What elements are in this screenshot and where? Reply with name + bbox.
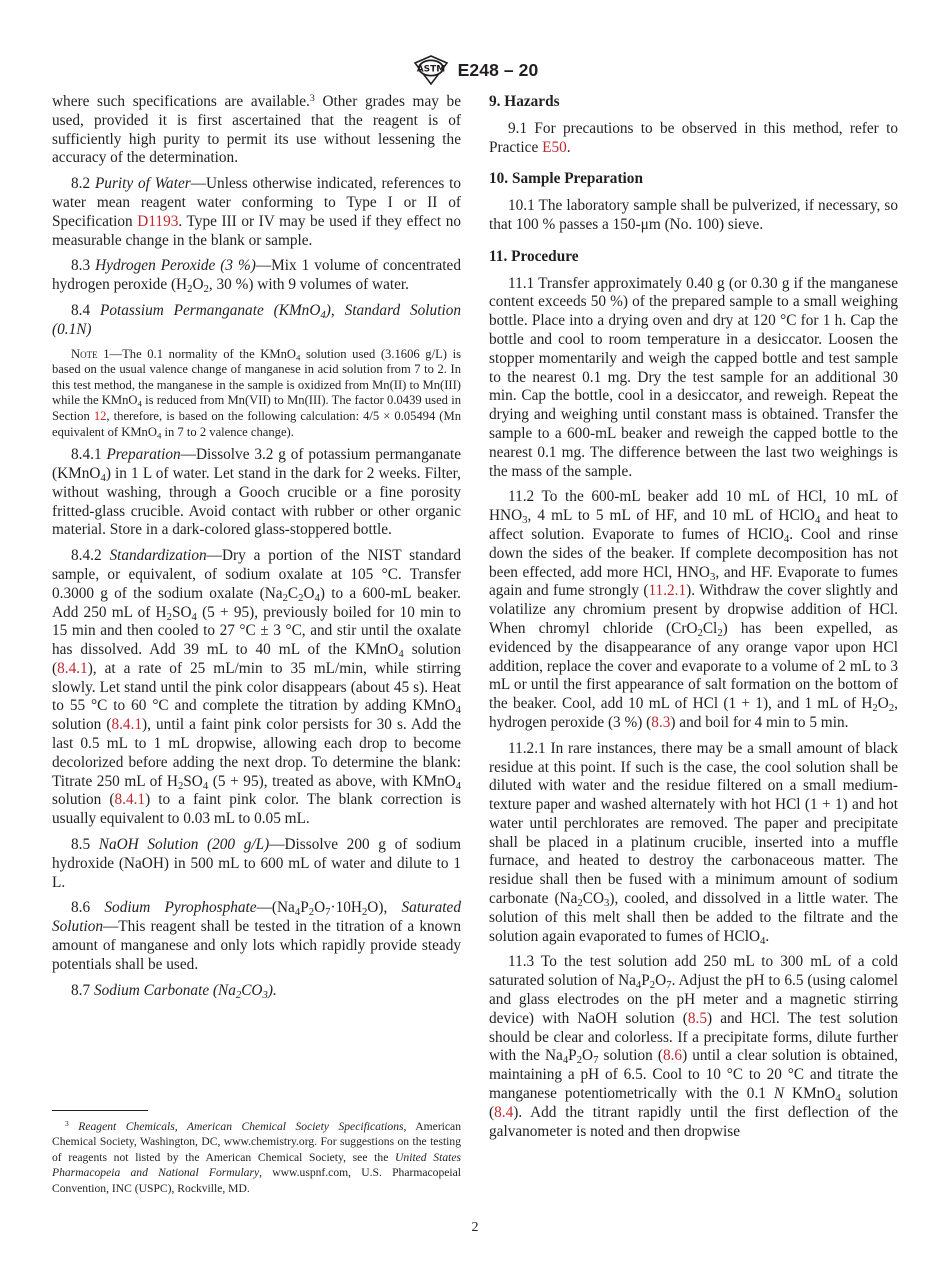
paragraph-8-3: 8.3 Hydrogen Peroxide (3 %)—Mix 1 volume of concentrated hydrogen peroxide ($H_2O_2$, 30 %) with 9 volumes of water.	[52, 257, 461, 296]
paragraph-11-2: 11.2 To the 600-mL beaker add 10 mL of HCl, 10 mL of $HNO_3$, 4 mL to 5 mL of HF, and 10 mL of HClO$_4$ and heat to affect solution. Evaporate to fumes of HClO$_4$. Cool and rinse down the sides of the beaker. If complete decomposition has not been effected, add more HCl, $HNO_3$, and HF. Evaporate to fumes again and fume strongly (11.2.1). Withdraw the cover slightly and volatilize any chromium present by dropwise addition of HCl. When chromyl chloride $(CrO_2Cl_2)$ has been expelled, as evidenced by the disappearance of any orange vapor upon HCl addition, replace the cover and evaporate to a volume of 2 mL to 3 mL or until the first appearance of salt formation on the bottom of the beaker. Cool, add 10 mL of HCl (1 + 1), and 1 mL of $H_2O_2$, hydrogen peroxide (3 %) (8.3) and boil for 4 min to 5 min.	[489, 488, 898, 731]
paragraph-11-1: 11.1 Transfer approximately 0.40 g (or 0.30 g if the manganese content exceeds 50 %) of the prepared sample to a small weighing bottle. Place into a drying oven and dry at 120 °C for 1 h. Cap the bottle and cool to room temperature in a desiccator. Loosen the stopper momentarily and weigh the capped bottle and test sample to the nearest 0.1 mg. Dry the test sample for an additional 30 min. Cap the bottle, cool in a desiccator, and reweigh. Repeat the drying and weighing until constant mass is obtained. Transfer the sample to a 600-mL beaker and reweigh the capped bottle to the nearest 0.1 mg. The difference between the last two weighings is the mass of the sample.	[489, 274, 898, 480]
standard-designation: E248 – 20	[457, 59, 539, 80]
paragraph-8-5: 8.5 NaOH Solution (200 g/L)—Dissolve 200 g of sodium hydroxide (NaOH) in 500 mL to 600 mL of water and dilute to 1 L.	[52, 836, 462, 891]
paragraph-8-1-continued: where such specifications are available.$^3$ Other grades may be used, provided it is first ascertained that the reagent is of sufficiently high purity to permit its use without lessening the accuracy of the determination.	[52, 93, 461, 167]
link-8-5[interactable]: 8.5	[687, 1009, 708, 1027]
link-8-6[interactable]: 8.6	[662, 1047, 683, 1065]
page-header	[0, 58, 950, 82]
link-d1193[interactable]: D1193	[137, 212, 179, 230]
link-8-4[interactable]: 8.4	[494, 1103, 514, 1121]
link-section-12[interactable]: 12	[93, 408, 107, 423]
footnote-3: $^3$ Reagent Chemicals, American Chemical Society Specifications, American Chemical Society, Washington, DC, www.chemistry.org. For suggestions on the testing of reagents not listed by the American Chemical Society, see the United States Pharmacopeia and National Formulary, www.uspnf.com, U.S. Pharmacopeial Convention, INC (USPC), Rockville, MD.	[52, 1119, 461, 1195]
left-column	[52, 93, 461, 1007]
page-number: 2	[471, 1220, 479, 1235]
paragraph-8-6: 8.6 Sodium $Pyrophosphate—(Na_4P_2O_7\cdot 10H_2O)$, Saturated Solution—This reagent shall be tested in the titration of a known amount of manganese and only lots which rapidly provide steady potentials shall be used.	[52, 899, 462, 973]
section-heading-9: 9. Hazards	[489, 93, 560, 110]
paragraph-9-1: 9.1 For precautions to be observed in this method, refer to Practice E50.	[489, 119, 898, 156]
paragraph-8-4: 8.4 Potassium Permanganate (KMnO$_4$), Standard Solution (0.1N)	[52, 301, 461, 338]
paragraph-8-7: 8.7 Sodium Carbonate $(Na_2CO_3)$.	[71, 981, 277, 1001]
paragraph-8-2: 8.2 Purity of Water—Unless otherwise indicated, references to water mean reagent water conforming to Type I or II of Specification D1193. Type III or IV may be used if they effect no measurable change in the blank or sample.	[52, 175, 461, 249]
section-heading-11: 11. Procedure	[489, 247, 579, 265]
link-8-3[interactable]: 8.3	[651, 713, 671, 731]
section-heading-10: 10. Sample Preparation	[489, 170, 643, 188]
paragraph-8-4-2: 8.4.2 Standardization—Dry a portion of the NIST standard sample, or equivalent, of sodium oxalate at 105 °C. Transfer 0.3000 g of the sodium oxalate $(Na_2C_2O_4)$ to a 600-mL beaker. Add 250 mL of $H_2SO_4$ (5 + 95), previously boiled for 10 min to 15 min and then cooled to 27 °C ± 3 °C, and stir until the oxalate has dissolved. Add 39 mL to 40 mL of the KMnO$_4$ solution (8.4.1), at a rate of 25 mL/min to 35 mL/min, while stirring slowly. Let stand until the pink color disappears (about 45 s). Heat to 55 °C to 60 °C and complete the titration by adding KMnO$_4$ solution (8.4.1), until a faint pink color persists for 30 s. Add the last 0.5 mL to 1 mL dropwise, allowing each drop to become decolorized before adding the next drop. To determine the blank: Titrate 250 mL of $H_2SO_4$ (5 + 95), treated as above, with KMnO$_4$ solution (8.4.1) to a faint pink color. The blank correction is usually equivalent to 0.03 mL to 0.05 mL.	[52, 547, 462, 828]
right-column	[489, 93, 898, 1148]
paragraph-8-4-1: 8.4.1 Preparation—Dissolve 3.2 g of potassium permanganate (KMnO$_4$) in 1 L of water. Let stand in the dark for 2 weeks. Filter, without washing, through a Gooch crucible or a fine porosity fritted-glass crucible. Avoid contact with rubber or other organic material. Store in a dark-colored glass-stoppered bottle.	[52, 446, 461, 539]
link-e50[interactable]: E50	[542, 138, 567, 156]
svg-text:ASTM: ASTM	[416, 64, 445, 75]
paragraph-10-1: 10.1 The laboratory sample shall be pulverized, if necessary, so that 100 % passes a 150-μm (No. 100) sieve.	[489, 197, 898, 233]
link-11-2-1[interactable]: 11.2.1	[648, 582, 687, 600]
astm-logo-icon	[412, 55, 450, 85]
footnote-divider	[52, 1110, 148, 1111]
link-8-4-1[interactable]: 8.4.1	[111, 716, 143, 734]
paragraph-11-2-1: 11.2.1 In rare instances, there may be a small amount of black residue at this point. If such is the case, the cool solution shall be diluted with water and the residue filtered on a small medium-texture paper and washed alternately with hot HCl (1 + 1) and hot water until perchlorates are removed. The paper and precipitate shall be placed in a platinum crucible, inserted into a muffle furnace, and heated to destroy the carbonaceous matter. The residue shall then be fused with a minimum amount of sodium carbonate $(Na_2CO_3)$, cooled, and dissolved in a little water. The solution of this melt shall then be added to the filtrate and the solution again evaporated to fumes of HClO$_4$.	[489, 739, 899, 947]
link-8-4-1[interactable]: 8.4.1	[57, 659, 88, 677]
note-1: Note 1—The 0.1 normality of the KMnO$_4$ solution used (3.1606 g/L) is based on the usual valence change of manganese in acid solution from 7 to 2. In this test method, the manganese in the sample is oxidized from Mn(II) to Mn(III) while the KMnO$_4$ is reduced from Mn(VII) to Mn(III). The factor 0.0439 used in Section 12, therefore, is based on the following calculation: 4/5 × 0.05494 (Mn equivalent of KMnO$_4$ in 7 to 2 valence change).	[52, 346, 461, 441]
paragraph-11-3: 11.3 To the test solution add 250 mL to 300 mL of a cold saturated solution of $Na_4P_2O_7$. Adjust the pH to 6.5 (using calomel and glass electrodes on the pH meter and a magnetic stirring device) with NaOH solution (8.5) and HCl. The test solution should be clear and colorless. If a precipitate forms, dilute further with the $Na_4P_2O_7$ solution (8.6) until a clear solution is obtained, maintaining a pH of 6.5. Cool to 10 °C to 20 °C and titrate the manganese potentiometrically with the 0.1 N KMnO$_4$ solution (8.4). Add the titrant rapidly until the first deflection of the galvanometer is noted and then dropwise	[489, 953, 899, 1140]
link-8-4-1[interactable]: 8.4.1	[114, 791, 146, 809]
